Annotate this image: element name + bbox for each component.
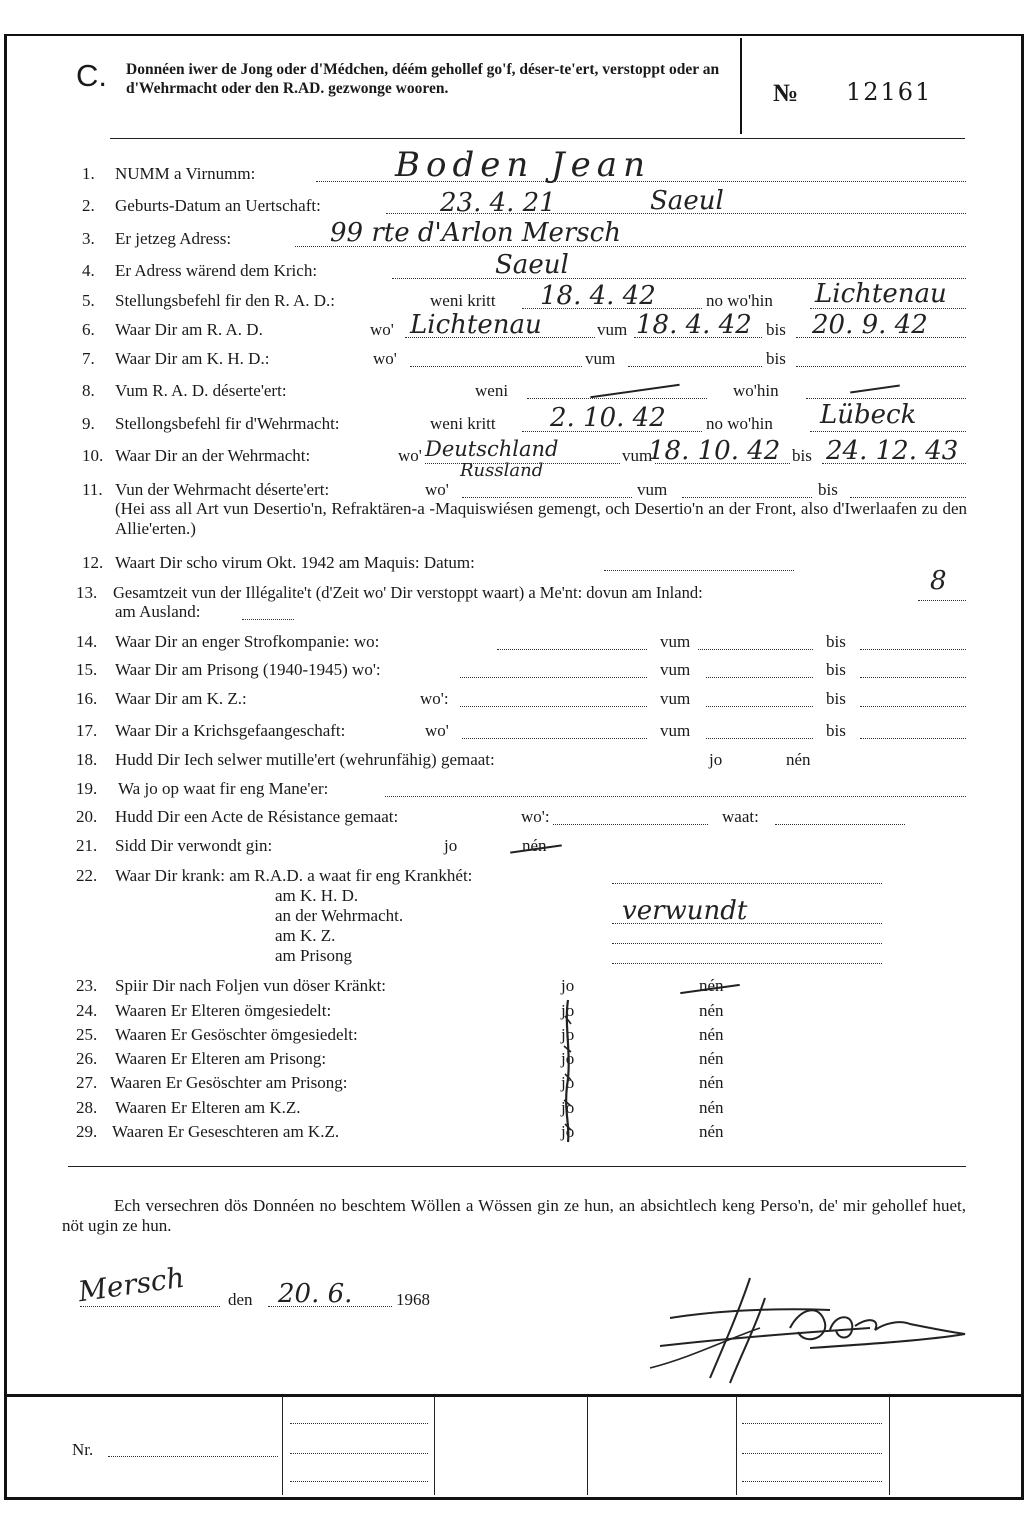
field-line: [742, 1423, 882, 1424]
registry-divider: [587, 1396, 588, 1495]
label-wehrmacht-desert: Vun der Wehrmacht déserte'ert:: [115, 480, 330, 499]
row-number: 25.: [76, 1025, 98, 1044]
label-ausland: am Ausland:: [115, 602, 201, 621]
form-title: Donnéen iwer de Jong oder d'Médchen, déém gehollef go'f, déser-te'ert, verstoppt oder an d'Wehrmacht oder den R.AD. gezwonge wooren.: [126, 61, 720, 97]
row-number: 13.: [76, 583, 98, 602]
field-line: [612, 883, 882, 884]
field-line: [742, 1481, 882, 1482]
field-line: [385, 796, 966, 797]
field-line: [860, 706, 966, 707]
field-line: [612, 963, 882, 964]
label-war-address: Er Adress wärend dem Krich:: [115, 261, 318, 280]
row-number: 1.: [82, 164, 95, 183]
field-line: [706, 677, 813, 678]
label-wo: wo': [370, 320, 394, 339]
row-number: 21.: [76, 836, 98, 855]
label-bis: bis: [766, 349, 786, 368]
label-rad-order: Stellungsbefehl fir den R. A. D.:: [115, 291, 336, 310]
label-wounded: Sidd Dir verwondt gin:: [115, 836, 273, 855]
section-letter: C.: [76, 58, 107, 93]
label-name: NUMM a Virnumm:: [115, 164, 256, 183]
option-jo: jo: [561, 1122, 575, 1141]
label-bis: bis: [826, 632, 846, 651]
field-line: [698, 649, 813, 650]
value-birth-date: 23. 4. 21: [440, 188, 556, 218]
label-khd: Waar Dir am K. H. D.:: [115, 349, 270, 368]
value-rad-place: Lichtenau: [410, 310, 542, 340]
sub-kz: am K. Z.: [275, 926, 336, 945]
row-number: 17.: [76, 721, 98, 740]
label-vum: vum: [660, 660, 691, 679]
option-nen: nén: [699, 1098, 724, 1117]
field-line: [628, 366, 762, 367]
label-birth: Geburts-Datum an Uertschaft:: [115, 196, 321, 215]
field-line: [860, 738, 966, 739]
field-line: [810, 431, 966, 432]
field-line: [850, 497, 966, 498]
label-waat: waat:: [722, 807, 759, 826]
section-rule: [68, 1166, 966, 1167]
signature: [630, 1268, 970, 1388]
label-parents-resettled: Waaren Er Elteren ömgesiedelt:: [115, 1001, 332, 1020]
label-rad-desert: Vum R. A. D. déserte'ert:: [115, 381, 287, 400]
label-no-wohin: no wo'hin: [706, 291, 773, 310]
label-no-wohin: no wo'hin: [706, 414, 773, 433]
row-number: 29.: [76, 1122, 98, 1141]
label-bis: bis: [826, 660, 846, 679]
label-kz: Waar Dir am K. Z.:: [115, 689, 247, 708]
field-line: [706, 706, 813, 707]
row-number: 24.: [76, 1001, 98, 1020]
option-nen: nén: [699, 1001, 724, 1020]
value-rad-from: 18. 4. 42: [636, 310, 752, 340]
row-number: 22.: [76, 866, 98, 885]
row-number: 6.: [82, 320, 95, 339]
field-line: [80, 1306, 220, 1307]
row-number: 18.: [76, 750, 98, 769]
row-number: 5.: [82, 291, 95, 310]
field-line: [527, 398, 707, 399]
field-line: [612, 943, 882, 944]
field-line: [108, 1456, 278, 1457]
label-weni: weni: [475, 381, 509, 400]
field-line: [682, 497, 812, 498]
field-line: [290, 1453, 428, 1454]
field-line: [860, 649, 966, 650]
row-number: 2.: [82, 196, 95, 215]
option-nen: nén: [699, 1049, 724, 1068]
label-siblings-prison: Waaren Er Gesöschter am Prisong:: [110, 1073, 348, 1092]
field-line: [806, 398, 966, 399]
value-war-address: Saeul: [495, 250, 569, 280]
field-line: [290, 1481, 428, 1482]
label-address: Er jetzeg Adress:: [115, 229, 232, 248]
desertion-note: (Hei ass all Art vun Desertio'n, Refraktären-a -Maquiswiésen gemengt, och Desertio'n an der Front, also d'Iwerlaafen zu den Allie'erten.): [115, 499, 967, 538]
value-wehrmacht-place-2: Russland: [460, 460, 544, 481]
label-vum: vum: [660, 721, 691, 740]
value-ill: verwundt: [622, 896, 748, 926]
label-weni-kritt: weni kritt: [430, 291, 496, 310]
label-illegality: Gesamtzeit vun der Illégalite't (d'Zeit wo' Dir verstoppt waart) a Me'nt: dovun am Inland:: [113, 583, 703, 602]
registry-divider: [434, 1396, 435, 1495]
field-line: [242, 619, 294, 620]
row-number: 19.: [76, 779, 98, 798]
option-nen: nén: [699, 1025, 724, 1044]
label-bis: bis: [818, 480, 838, 499]
option-jo: jo: [561, 976, 575, 995]
value-place: Mersch: [76, 1260, 187, 1309]
label-wo: wo': [398, 446, 422, 465]
option-jo: jo: [561, 1001, 575, 1020]
field-line: [860, 677, 966, 678]
declaration-text: Ech versechren dös Donnéen no beschtem Wöllen a Wössen gin ze hun, an absichtlech keng Perso'n, de' mir gehollef huet, nöt ugin ze hun.: [62, 1196, 966, 1235]
field-line: [796, 366, 966, 367]
value-wehrmacht-from: 18. 10. 42: [648, 436, 781, 466]
field-line: [497, 649, 647, 650]
label-consequences: Spiir Dir nach Foljen vun döser Kränkt:: [115, 976, 387, 995]
option-nen: nén: [699, 1122, 724, 1141]
field-line: [604, 570, 794, 571]
row-number: 27.: [76, 1073, 98, 1092]
sub-wehrmacht: an der Wehrmacht.: [275, 906, 404, 925]
label-rad: Waar Dir am R. A. D.: [115, 320, 263, 339]
label-weni-kritt: weni kritt: [430, 414, 496, 433]
row-number: 8.: [82, 381, 95, 400]
row-number: 4.: [82, 261, 95, 280]
label-bis: bis: [826, 721, 846, 740]
label-bis: bis: [766, 320, 786, 339]
label-resistance: Hudd Dir een Acte de Résistance gemaat:: [115, 807, 399, 826]
registry-divider: [282, 1396, 283, 1495]
field-line: [742, 1453, 882, 1454]
field-line: [462, 738, 647, 739]
label-den: den: [228, 1290, 253, 1309]
row-number: 11.: [82, 480, 103, 499]
value-name: Boden Jean: [395, 145, 651, 185]
number-sign: №: [773, 80, 799, 107]
label-wo: wo':: [521, 807, 550, 826]
field-line: [462, 497, 632, 498]
row-number: 26.: [76, 1049, 98, 1068]
sub-prisong: am Prisong: [275, 946, 352, 965]
label-bis: bis: [826, 689, 846, 708]
label-year: 1968: [396, 1290, 430, 1309]
option-jo: jo: [444, 836, 458, 855]
value-wehrmacht-to: 24. 12. 43: [826, 436, 959, 466]
label-vum: vum: [660, 632, 691, 651]
header-rule: [110, 138, 965, 139]
header-divider: [740, 38, 742, 134]
label-vum: vum: [622, 446, 653, 465]
label-ill: Waar Dir krank: am R.A.D. a waat fir eng Krankhét:: [115, 866, 473, 885]
label-bis: bis: [792, 446, 812, 465]
value-birth-place: Saeul: [650, 186, 724, 216]
row-number: 23.: [76, 976, 98, 995]
option-nen: nén: [522, 836, 547, 855]
registry-divider: [889, 1396, 890, 1495]
label-mutilated: Hudd Dir Iech selwer mutille'ert (wehrunfähig) gemaat:: [115, 750, 495, 769]
label-strofkompanie: Waar Dir an enger Strofkompanie: wo:: [115, 632, 380, 651]
field-line: [553, 824, 708, 825]
label-wo: wo': [373, 349, 397, 368]
row-number: 3.: [82, 229, 95, 248]
label-parents-kz: Waaren Er Elteren am K.Z.: [115, 1098, 301, 1117]
option-nen: nén: [699, 976, 724, 995]
value-rad-order-place: Lichtenau: [815, 279, 947, 309]
field-line: [918, 600, 966, 601]
option-jo: jo: [561, 1073, 575, 1092]
row-number: 16.: [76, 689, 98, 708]
label-siblings-kz: Waaren Er Geseschteren am K.Z.: [112, 1122, 340, 1141]
label-wehrmacht: Waar Dir an der Wehrmacht:: [115, 446, 311, 465]
label-siblings-resettled: Waaren Er Gesöschter ömgesiedelt:: [115, 1025, 358, 1044]
field-line: [460, 706, 647, 707]
registry-divider: [736, 1396, 737, 1495]
value-wehrmacht-place: Deutschland: [425, 437, 559, 461]
label-parents-prison: Waaren Er Elteren am Prisong:: [115, 1049, 327, 1068]
option-jo: jo: [561, 1025, 575, 1044]
label-captivity: Waar Dir a Krichsgefaangeschaft:: [115, 721, 346, 740]
label-wohin: wo'hin: [733, 381, 779, 400]
value-wehrmacht-order-place: Lübeck: [820, 400, 917, 430]
option-nen: nén: [786, 750, 811, 769]
form-number: 12161: [846, 78, 933, 106]
value-date: 20. 6.: [278, 1279, 353, 1309]
label-prisong: Waar Dir am Prisong (1940-1945) wo':: [115, 660, 381, 679]
option-nen: nén: [699, 1073, 724, 1092]
value-wehrmacht-order-date: 2. 10. 42: [550, 403, 666, 433]
row-number: 9.: [82, 414, 95, 433]
field-line: [775, 824, 905, 825]
label-wo: wo':: [420, 689, 449, 708]
label-vum: vum: [660, 689, 691, 708]
sub-khd: am K. H. D.: [275, 886, 359, 905]
field-line: [410, 366, 582, 367]
row-number: 10.: [82, 446, 104, 465]
label-manner: Wa jo op waat fir eng Mane'er:: [118, 779, 329, 798]
row-number: 12.: [82, 553, 104, 572]
value-rad-to: 20. 9. 42: [812, 310, 928, 340]
row-number: 7.: [82, 349, 95, 368]
value-address: 99 rte d'Arlon Mersch: [330, 218, 621, 248]
field-line: [460, 677, 647, 678]
row-number: 15.: [76, 660, 98, 679]
option-jo: jo: [561, 1049, 575, 1068]
row-number: 20.: [76, 807, 98, 826]
value-inland: 8: [930, 566, 947, 596]
row-number: 28.: [76, 1098, 98, 1117]
label-wehrmacht-order: Stellongsbefehl fir d'Wehrmacht:: [115, 414, 340, 433]
value-rad-order-date: 18. 4. 42: [540, 281, 656, 311]
label-vum: vum: [637, 480, 668, 499]
jo-strike-mark: [556, 996, 580, 1146]
label-wo: wo': [425, 721, 449, 740]
field-line: [290, 1423, 428, 1424]
option-jo: jo: [709, 750, 723, 769]
row-number: 14.: [76, 632, 98, 651]
label-nr: Nr.: [72, 1440, 94, 1459]
label-wo: wo': [425, 480, 449, 499]
field-line: [706, 738, 813, 739]
option-jo: jo: [561, 1098, 575, 1117]
label-vum: vum: [585, 349, 616, 368]
label-vum: vum: [597, 320, 628, 339]
label-maquis: Waart Dir scho virum Okt. 1942 am Maquis: Datum:: [115, 553, 475, 572]
